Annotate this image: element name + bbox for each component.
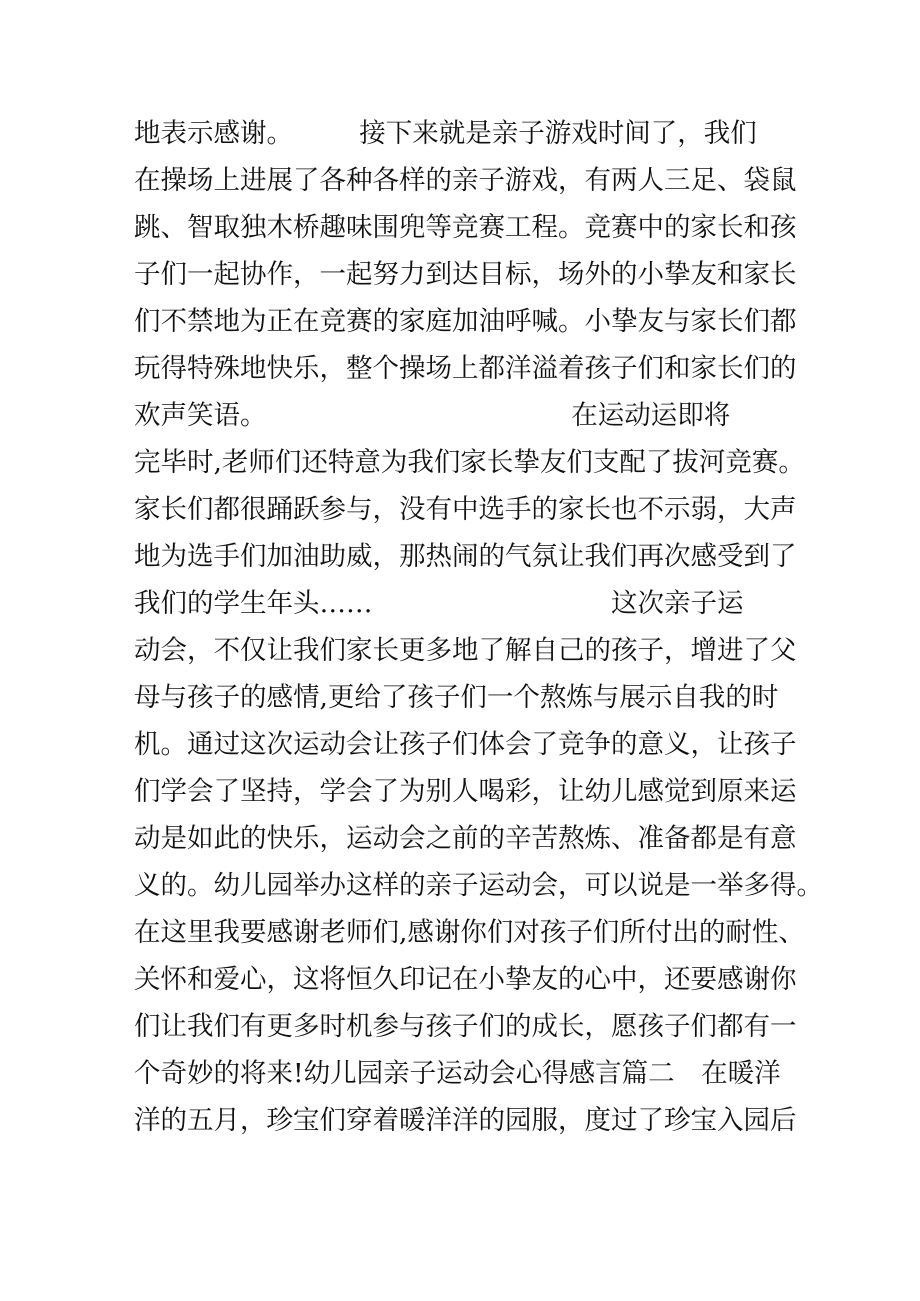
text-line-13: 母与孩子的感情,更给了孩子们一个熬炼与展示自我的时 [134,682,779,713]
text-line-18: 在这里我要感谢老师们,感谢你们对孩子们所付出的耐性、 [134,917,805,948]
text-line-5: 们不禁地为正在竞赛的家庭加油呼喊。小挚友与家长们都 [134,306,797,337]
text-line-3: 跳、智取独木桥趣味围兜等竞赛工程。竞赛中的家长和孩 [134,212,797,243]
text-line-14: 机。通过这次运动会让孩子们体会了竞争的意义，让孩子 [134,729,797,760]
text-line-16: 动是如此的快乐，运动会之前的辛苦熬炼、准备都是有意 [134,823,797,854]
text-line-17: 义的。幼儿园举办这样的亲子运动会，可以说是一举多得。 [134,870,823,901]
text-line-9: 家长们都很踊跃参与，没有中选手的家长也不示弱，大声 [134,494,797,525]
body-text [134,110,823,1144]
text-line-4: 子们一起协作，一起努力到达目标，场外的小挚友和家长 [134,259,797,290]
text-line-6: 玩得特殊地快乐，整个操场上都洋溢着孩子们和家长们的 [134,353,797,384]
text-line-21: 个奇妙的将来!幼儿园亲子运动会心得感言篇二 在暖洋 [134,1058,781,1089]
text-line-7: 欢声笑语。 在运动运即将 [134,400,731,431]
text-line-1: 地表示感谢。 接下来就是亲子游戏时间了，我们 [134,118,757,149]
text-line-15: 们学会了坚持，学会了为别人喝彩，让幼儿感觉到原来运 [134,776,797,807]
text-line-12: 动会，不仅让我们家长更多地了解自己的孩子，增进了父 [134,635,797,666]
text-line-19: 关怀和爱心，这将恒久印记在小挚友的心中，还要感谢你 [134,964,797,995]
text-line-22: 洋的五月，珍宝们穿着暖洋洋的园服，度过了珍宝入园后 [134,1105,797,1136]
text-line-10: 地为选手们加油助威，那热闹的气氛让我们再次感受到了 [134,541,797,572]
text-line-8: 完毕时,老师们还特意为我们家长挚友们支配了拔河竞赛。 [134,447,805,478]
text-line-11: 我们的学生年头…… 这次亲子运 [134,588,744,619]
text-line-2: 在操场上进展了各种各样的亲子游戏，有两人三足、袋鼠 [134,165,797,196]
text-line-20: 们让我们有更多时机参与孩子们的成长，愿孩子们都有一 [134,1011,797,1042]
